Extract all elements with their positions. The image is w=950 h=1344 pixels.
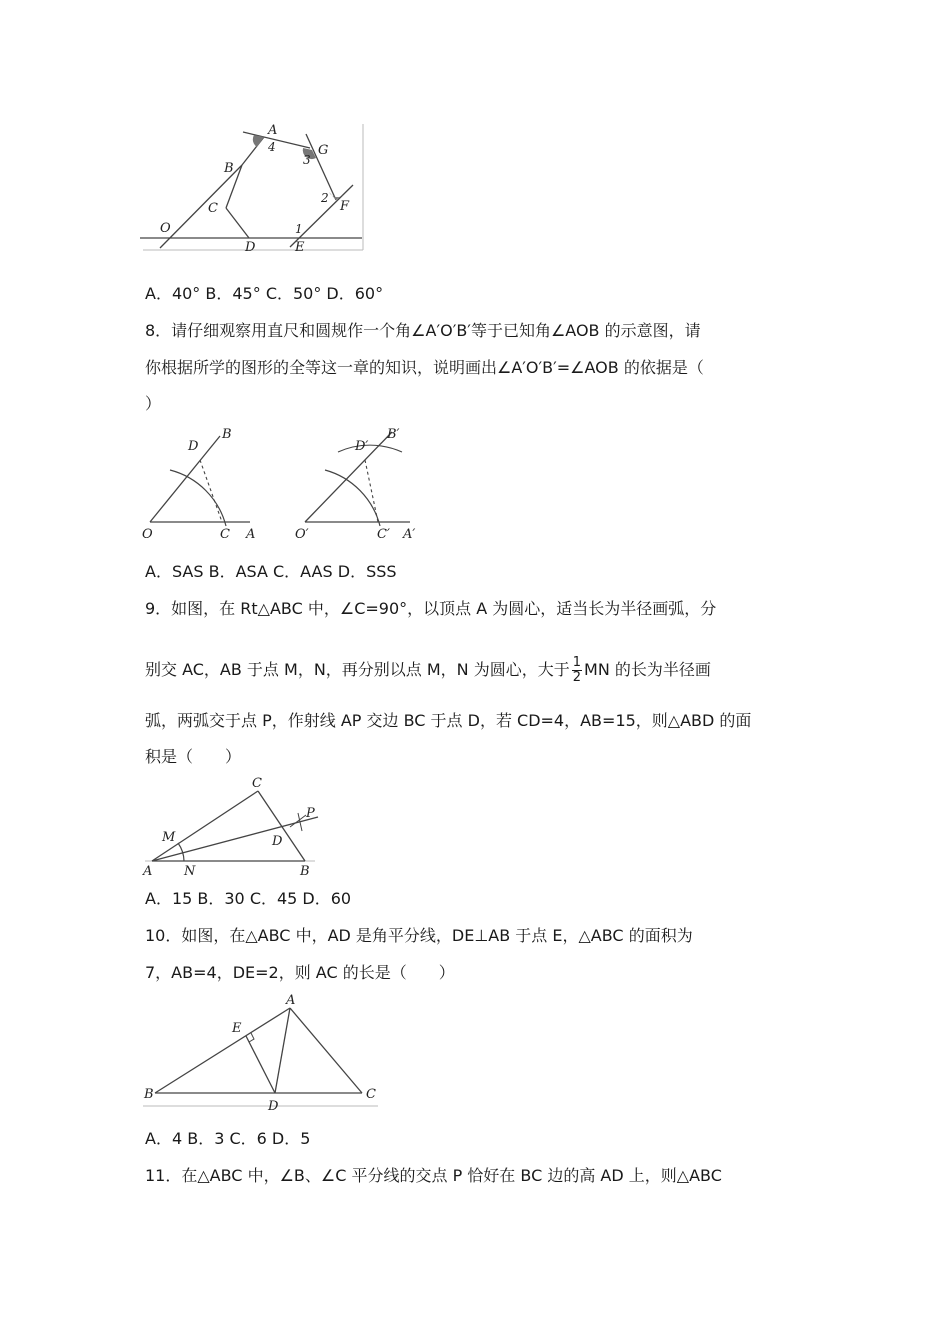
q8-label-D: D — [188, 439, 199, 454]
q9-stem-line4: 积是（ ） — [145, 747, 242, 766]
q9-stem-line2 — [145, 656, 711, 685]
q10-label-E: E — [232, 1021, 242, 1036]
q9-line2-before: 别交 AC，AB 于点 M，N，再分别以点 M，N 为圆心，大于 — [145, 660, 570, 679]
q11-stem-line1: 11．在△ABC 中，∠B、∠C 平分线的交点 P 恰好在 BC 边的高 AD 上，则△ABC — [145, 1166, 722, 1185]
q10-label-D: D — [268, 1099, 279, 1114]
q7-figure — [140, 120, 370, 256]
q8-label-O: O — [142, 527, 153, 542]
q8-stem-line2: 你根据所学的图形的全等这一章的知识，说明画出∠A′O′B′=∠AOB 的依据是（ — [145, 358, 704, 377]
q10-label-A: A — [286, 993, 296, 1008]
q10-stem-line2: 7，AB=4，DE=2，则 AC 的长是（ ） — [145, 963, 455, 982]
q7-label-4: 4 — [268, 140, 276, 154]
q10-options: A．4 B．3 C．6 D．5 — [145, 1129, 311, 1148]
q9-label-C: C — [252, 776, 262, 791]
q10-label-B: B — [144, 1087, 154, 1102]
q7-label-E: E — [295, 240, 305, 255]
q9-options: A．15 B．30 C．45 D．60 — [145, 889, 352, 908]
q9-label-N: N — [184, 864, 196, 879]
fraction-numerator: 1 — [572, 655, 582, 670]
q9-label-P: P — [306, 806, 315, 821]
q8-label-B: B — [222, 427, 232, 442]
q7-label-B: B — [224, 161, 234, 176]
q8-label-Cprime: C′ — [377, 527, 390, 542]
q7-label-D: D — [245, 240, 256, 255]
q9-label-D: D — [272, 834, 283, 849]
q9-label-M: M — [162, 830, 176, 845]
q8-stem-line3: ） — [145, 394, 162, 413]
q9-stem-line1: 9．如图，在 Rt△ABC 中，∠C=90°，以顶点 A 为圆心，适当长为半径画弧，分 — [145, 599, 717, 618]
q8-label-Aprime: A′ — [403, 527, 416, 542]
q7-label-F: F — [340, 199, 350, 214]
q7-label-C: C — [208, 201, 218, 216]
q9-label-B: B — [300, 864, 310, 879]
q7-label-2: 2 — [321, 191, 329, 205]
q9-line2-after: MN 的长为半径画 — [584, 660, 711, 679]
q8-label-C: C — [220, 527, 230, 542]
q7-options: A．40° B．45° C．50° D．60° — [145, 284, 384, 303]
q7-label-O: O — [160, 221, 171, 236]
fraction-denominator: 2 — [572, 670, 582, 685]
one-half-fraction — [572, 656, 582, 685]
q9-stem-line3: 弧，两弧交于点 P，作射线 AP 交边 BC 于点 D，若 CD=4，AB=15，则△ABD 的面 — [145, 711, 752, 730]
q9-figure — [140, 775, 330, 880]
q8-label-Bprime: B′ — [387, 427, 400, 442]
q8-figure — [140, 422, 430, 547]
q8-label-Oprime: O′ — [295, 527, 309, 542]
q7-label-1: 1 — [295, 222, 303, 236]
q8-stem-line1: 8．请仔细观察用直尺和圆规作一个角∠A′O′B′等于已知角∠AOB 的示意图，请 — [145, 321, 701, 340]
q10-label-C: C — [366, 1087, 376, 1102]
q7-label-G: G — [318, 143, 329, 158]
q9-label-A: A — [143, 864, 153, 879]
q7-label-A: A — [268, 123, 278, 138]
q10-stem-line1: 10．如图，在△ABC 中，AD 是角平分线，DE⊥AB 于点 E，△ABC 的面积为 — [145, 926, 693, 945]
q8-label-A: A — [246, 527, 256, 542]
q8-options: A．SAS B．ASA C．AAS D．SSS — [145, 562, 397, 581]
q8-label-Dprime: D′ — [355, 439, 369, 454]
q7-label-3: 3 — [303, 153, 311, 167]
q10-figure — [140, 990, 385, 1115]
